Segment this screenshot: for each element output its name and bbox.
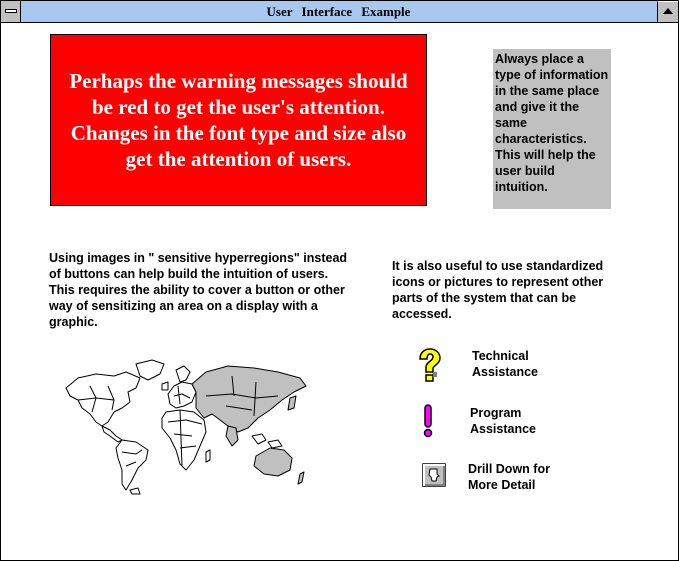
consistency-note: Always place a type of information in the same place and give it the same characteristics. This will help the user build intuition. — [493, 49, 611, 209]
program-assistance-label[interactable]: Program Assistance — [470, 406, 537, 436]
map-south-america[interactable] — [116, 440, 148, 490]
question-icon[interactable] — [413, 347, 443, 383]
title-bar[interactable] — [1, 1, 678, 23]
map-africa[interactable] — [162, 410, 206, 470]
map-central-america[interactable] — [102, 426, 122, 442]
hyperregion-paragraph: Using images in " sensitive hyperregions" instead of buttons can help build the intuition of users. This requires the ability to cover a button or other way of sensitizing an area on a display with a graphic. — [49, 251, 348, 329]
maximize-arrow-icon — [663, 8, 673, 14]
map-asia[interactable] — [192, 366, 306, 432]
drill-down-icon[interactable] — [422, 463, 446, 487]
warning-message-text: Perhaps the warning messages should be red to get the user's attention. Changes in the font type and size also get the attention of users. — [69, 69, 408, 171]
window-title: User Interface Example — [266, 4, 411, 19]
map-greenland[interactable] — [136, 360, 164, 380]
exclamation-icon[interactable] — [421, 403, 435, 439]
maximize-button[interactable] — [657, 1, 678, 22]
warning-message-box — [50, 34, 427, 206]
world-map-hyperregion[interactable] — [56, 356, 316, 496]
map-europe[interactable] — [168, 382, 196, 408]
map-australia[interactable] — [254, 448, 292, 476]
technical-assistance-label[interactable]: Technical Assistance — [472, 349, 539, 379]
system-menu-icon — [5, 9, 17, 13]
system-menu-button[interactable] — [1, 1, 21, 22]
icons-paragraph: It is also useful to use standardized icons or pictures to represent other parts of the system that can be accessed. — [392, 259, 604, 321]
drill-down-label[interactable]: Drill Down for More Detail — [468, 462, 550, 492]
